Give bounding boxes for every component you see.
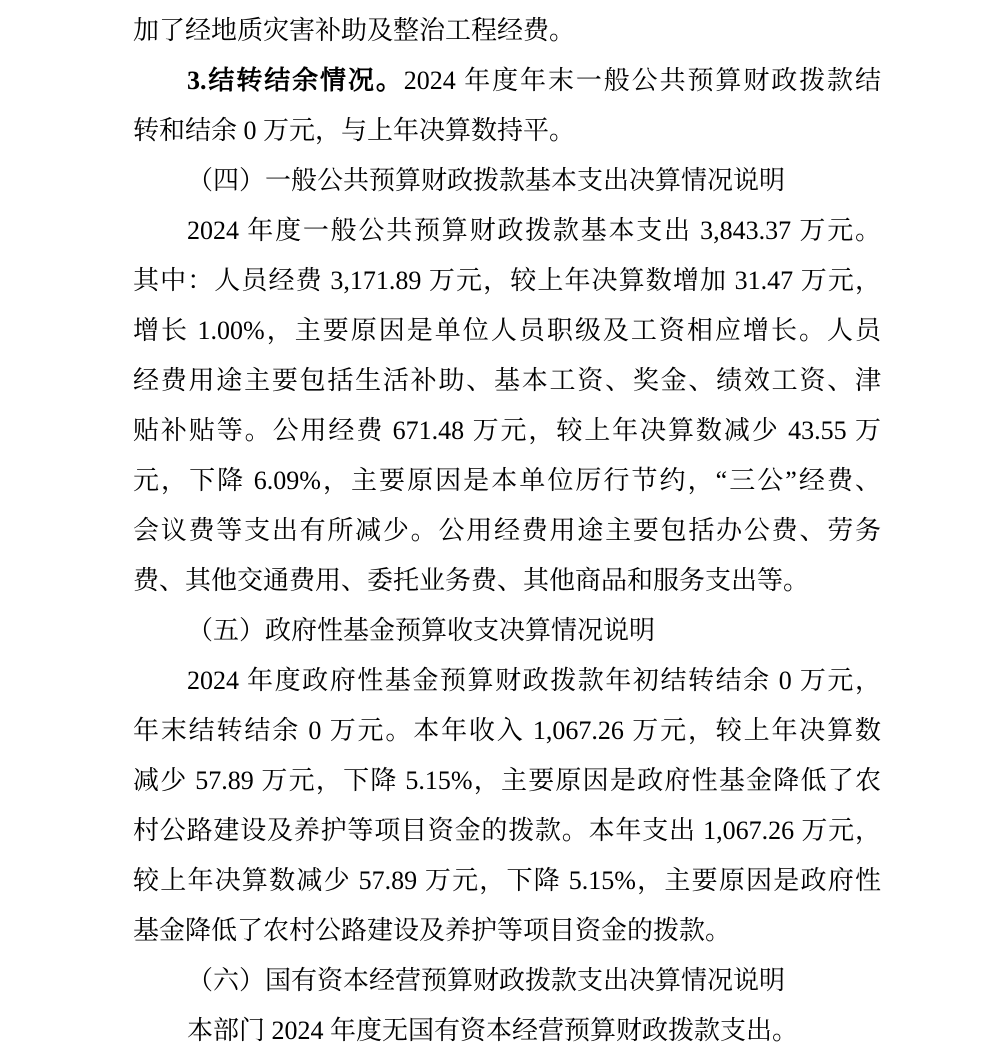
document-content — [133, 6, 881, 1056]
text-line — [133, 106, 881, 156]
text-line — [133, 456, 881, 506]
text-line — [133, 506, 881, 556]
line-text: 经费用途主要包括生活补助、基本工资、奖金、绩效工资、津 — [133, 366, 881, 395]
text-line — [133, 156, 881, 206]
text-line — [133, 306, 881, 356]
line-text: 增长 1.00%，主要原因是单位人员职级及工资相应增长。人员 — [133, 316, 881, 345]
line-text: 会议费等支出有所减少。公用经费用途主要包括办公费、劳务 — [133, 516, 881, 545]
text-line — [133, 556, 881, 606]
line-text: 村公路建设及养护等项目资金的拨款。本年支出 1,067.26 万元， — [133, 816, 881, 845]
text-line — [133, 206, 881, 256]
text-line — [133, 656, 881, 706]
text-line — [133, 706, 881, 756]
line-text: 年末结转结余 0 万元。本年收入 1,067.26 万元，较上年决算数 — [133, 716, 881, 745]
line-text: 基金降低了农村公路建设及养护等项目资金的拨款。 — [133, 916, 732, 945]
line-text: 2024 年度政府性基金预算财政拨款年初结转结余 0 万元， — [187, 666, 881, 695]
line-text: （六）国有资本经营预算财政拨款支出决算情况说明 — [187, 966, 786, 995]
line-text: 2024 年度一般公共预算财政拨款基本支出 3,843.37 万元。 — [187, 216, 881, 245]
text-line — [133, 256, 881, 306]
text-line — [133, 906, 881, 956]
line-text: 本部门 2024 年度无国有资本经营预算财政拨款支出。 — [187, 1016, 799, 1045]
text-line — [133, 6, 881, 56]
text-line — [133, 406, 881, 456]
text-line — [133, 856, 881, 906]
line-text: 减少 57.89 万元，下降 5.15%，主要原因是政府性基金降低了农 — [133, 766, 881, 795]
line-text: （四）一般公共预算财政拨款基本支出决算情况说明 — [187, 166, 786, 195]
line-text: （五）政府性基金预算收支决算情况说明 — [187, 616, 656, 645]
line-text: 贴补贴等。公用经费 671.48 万元，较上年决算数减少 43.55 万 — [133, 416, 881, 445]
text-line — [133, 956, 881, 1006]
line-text: 2024 年度年末一般公共预算财政拨款结 — [403, 66, 881, 95]
line-text: 元，下降 6.09%，主要原因是本单位厉行节约，“三公”经费、 — [133, 466, 881, 495]
line-text: 较上年决算数减少 57.89 万元，下降 5.15%，主要原因是政府性 — [133, 866, 881, 895]
line-text: 加了经地质灾害补助及整治工程经费。 — [133, 16, 576, 45]
text-line — [133, 606, 881, 656]
line-text: 其中：人员经费 3,171.89 万元，较上年决算数增加 31.47 万元， — [133, 266, 881, 295]
text-line — [133, 56, 881, 106]
text-line — [133, 756, 881, 806]
bold-text: 3.结转结余情况。 — [187, 66, 404, 95]
text-line — [133, 356, 881, 406]
text-line — [133, 1006, 881, 1056]
text-line — [133, 806, 881, 856]
line-text: 费、其他交通费用、委托业务费、其他商品和服务支出等。 — [133, 566, 810, 595]
line-text: 转和结余 0 万元，与上年决算数持平。 — [133, 116, 576, 145]
